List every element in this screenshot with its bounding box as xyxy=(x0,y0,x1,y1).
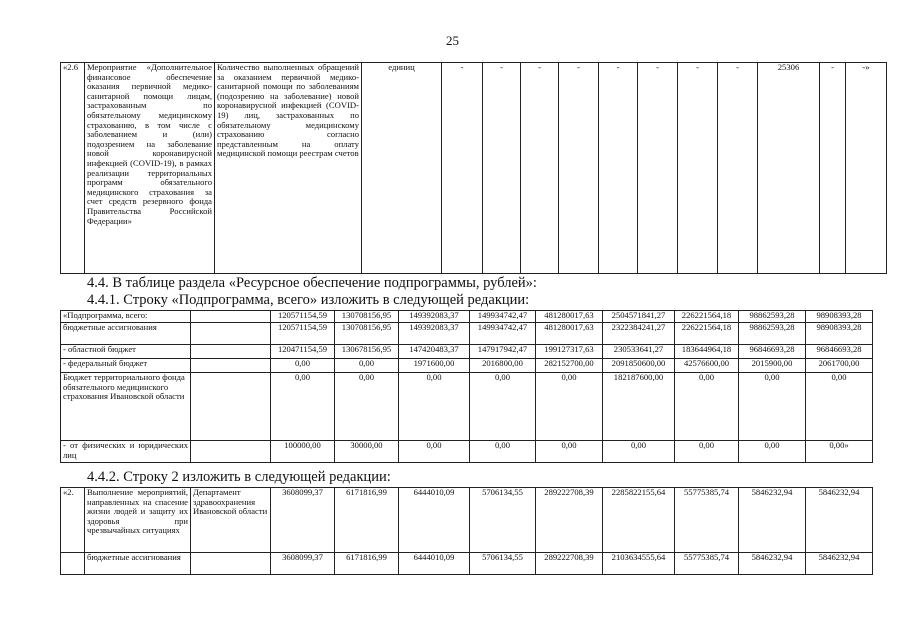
value-cell: 0,00 xyxy=(399,373,470,441)
value-cell: 5706134,55 xyxy=(470,553,536,575)
value-cell: - xyxy=(638,63,678,274)
value-cell: 5846232,94 xyxy=(806,553,873,575)
value-cell: 289222708,39 xyxy=(536,553,603,575)
value-cell: 0,00 xyxy=(271,373,335,441)
value-cell: 55775385,74 xyxy=(675,488,739,553)
value-cell: 2285822155,64 xyxy=(603,488,675,553)
value-cell: 2103634555,64 xyxy=(603,553,675,575)
value-cell: 120571154,59 xyxy=(271,323,335,345)
value-cell: 0,00 xyxy=(536,441,603,463)
value-cell: 98862593,28 xyxy=(739,323,806,345)
value-cell: 149934742,47 xyxy=(470,323,536,345)
value-cell: 2061700,00 xyxy=(806,359,873,373)
value-cell: 183644964,18 xyxy=(675,345,739,359)
value-cell: 481280017,63 xyxy=(536,323,603,345)
value-cell: 0,00 xyxy=(603,441,675,463)
value-cell: 282152700,00 xyxy=(536,359,603,373)
table-row xyxy=(61,345,873,359)
value-cell: 2015900,00 xyxy=(739,359,806,373)
event-name: Выполнение мероприятий, направленных на спасение жизни людей и защиту их здоровья при чрезвычайных ситуациях xyxy=(85,488,191,553)
event-name: Мероприятие «Дополнительное финансовое обеспечение оказания первичной медико-санитарной помощи лицам, застрахованным по обязательному медицинскому страхованию, в том числе с заболеванием и (или) подозрением на заболевание новой коронавирусной инфекцией (COVID-19), в рамках реализации территориальных программ обязательного медицинского страхования за счет средств резервного фонда Правительства Российской Федерации» xyxy=(85,63,215,274)
value-cell: 147420483,37 xyxy=(399,345,470,359)
value-cell: 6171816,99 xyxy=(335,553,399,575)
value-cell: 2322384241,27 xyxy=(603,323,675,345)
value-cell: 5846232,94 xyxy=(739,553,806,575)
value-cell: 147917942,47 xyxy=(470,345,536,359)
table-row xyxy=(61,553,873,575)
value-cell: 130708156,95 xyxy=(335,311,399,323)
table-row xyxy=(61,488,873,553)
value-cell: 120471154,59 xyxy=(271,345,335,359)
value-cell: - xyxy=(678,63,718,274)
value-cell: 149392083,37 xyxy=(399,323,470,345)
table-row xyxy=(61,441,873,463)
value-cell: 2091850600,00 xyxy=(603,359,675,373)
value-cell: 98908393,28 xyxy=(806,323,873,345)
value-cell: 98862593,28 xyxy=(739,311,806,323)
row-number: «2.6 xyxy=(61,63,85,274)
row-number: «2. xyxy=(61,488,85,553)
value-cell: 5706134,55 xyxy=(470,488,536,553)
heading-4-4-2: 4.4.2. Строку 2 изложить в следующей редакции: xyxy=(87,469,391,485)
table-row xyxy=(61,323,873,345)
value-cell: 289222708,39 xyxy=(536,488,603,553)
value-cell: 0,00 xyxy=(335,373,399,441)
value-cell: 0,00 xyxy=(806,373,873,441)
value-cell: 3608099,37 xyxy=(271,488,335,553)
value-cell: 130708156,95 xyxy=(335,323,399,345)
subprogram-table xyxy=(60,310,873,463)
table-row xyxy=(61,359,873,373)
row-2-table xyxy=(60,487,873,575)
value-cell: 199127317,63 xyxy=(536,345,603,359)
table-row xyxy=(61,311,873,323)
value-cell: 0,00 xyxy=(271,359,335,373)
value-cell: - xyxy=(559,63,599,274)
value-cell: 6444010,09 xyxy=(399,488,470,553)
value-cell: 25306 xyxy=(758,63,820,274)
value-cell: 130678156,95 xyxy=(335,345,399,359)
value-cell: -» xyxy=(846,63,887,274)
value-cell: 5846232,94 xyxy=(739,488,806,553)
row-label: бюджетные ассигнования xyxy=(61,323,191,345)
value-cell: - xyxy=(521,63,559,274)
value-cell: 3608099,37 xyxy=(271,553,335,575)
value-cell: 6171816,99 xyxy=(335,488,399,553)
value-cell: 0,00 xyxy=(739,441,806,463)
value-cell: 2504571841,27 xyxy=(603,311,675,323)
value-cell: 98908393,28 xyxy=(806,311,873,323)
heading-4-4-1: 4.4.1. Строку «Подпрограмма, всего» изложить в следующей редакции: xyxy=(87,292,530,308)
event-2-6-table xyxy=(60,62,887,274)
row-label: бюджетные ассигнования xyxy=(85,553,191,575)
value-cell: 226221564,18 xyxy=(675,323,739,345)
value-cell: - xyxy=(599,63,638,274)
value-cell: 0,00 xyxy=(536,373,603,441)
row-label: - федеральный бюджет xyxy=(61,359,191,373)
value-cell: 230533641,27 xyxy=(603,345,675,359)
value-cell: 120571154,59 xyxy=(271,311,335,323)
indicator-name: Количество выполненных обращений за оказанием первичной медико-санитарной помощи по заболеваниям (подозрению на заболевание) новой коронавирусной инфекцией (COVID-19) лиц, застрахованных по обязательному медицинскому страхованию согласно представленным на оплату медицинской помощи реестрам счетов xyxy=(215,63,362,274)
value-cell: - xyxy=(718,63,758,274)
value-cell: 226221564,18 xyxy=(675,311,739,323)
value-cell: - xyxy=(820,63,846,274)
unit: единиц xyxy=(362,63,442,274)
value-cell: 1971600,00 xyxy=(399,359,470,373)
table-row xyxy=(61,373,873,441)
value-cell: 0,00 xyxy=(399,441,470,463)
value-cell: 0,00 xyxy=(675,441,739,463)
value-cell: 0,00 xyxy=(675,373,739,441)
value-cell: 30000,00 xyxy=(335,441,399,463)
value-cell: 149392083,37 xyxy=(399,311,470,323)
value-cell: 0,00 xyxy=(335,359,399,373)
row-label: - от физических и юридических лиц xyxy=(61,441,191,463)
value-cell: 42576600,00 xyxy=(675,359,739,373)
value-cell: 2016800,00 xyxy=(470,359,536,373)
value-cell: 149934742,47 xyxy=(470,311,536,323)
row-label: Бюджет территориального фонда обязательного медицинского страхования Ивановской области xyxy=(61,373,191,441)
value-cell: 6444010,09 xyxy=(399,553,470,575)
value-cell: 0,00 xyxy=(470,441,536,463)
value-cell: 0,00» xyxy=(806,441,873,463)
value-cell: 96846693,28 xyxy=(806,345,873,359)
row-label: - областной бюджет xyxy=(61,345,191,359)
value-cell: 182187600,00 xyxy=(603,373,675,441)
page-number: 25 xyxy=(446,33,459,48)
value-cell: 0,00 xyxy=(739,373,806,441)
value-cell: 96846693,28 xyxy=(739,345,806,359)
heading-4-4: 4.4. В таблице раздела «Ресурсное обеспечение подпрограммы, рублей»: xyxy=(87,275,537,291)
value-cell: 55775385,74 xyxy=(675,553,739,575)
value-cell: - xyxy=(483,63,521,274)
value-cell: - xyxy=(442,63,483,274)
executor: Департамент здравоохранения Ивановской области xyxy=(191,488,271,553)
value-cell: 0,00 xyxy=(470,373,536,441)
row-label: «Подпрограмма, всего: xyxy=(61,311,191,323)
value-cell: 481280017,63 xyxy=(536,311,603,323)
value-cell: 5846232,94 xyxy=(806,488,873,553)
value-cell: 100000,00 xyxy=(271,441,335,463)
